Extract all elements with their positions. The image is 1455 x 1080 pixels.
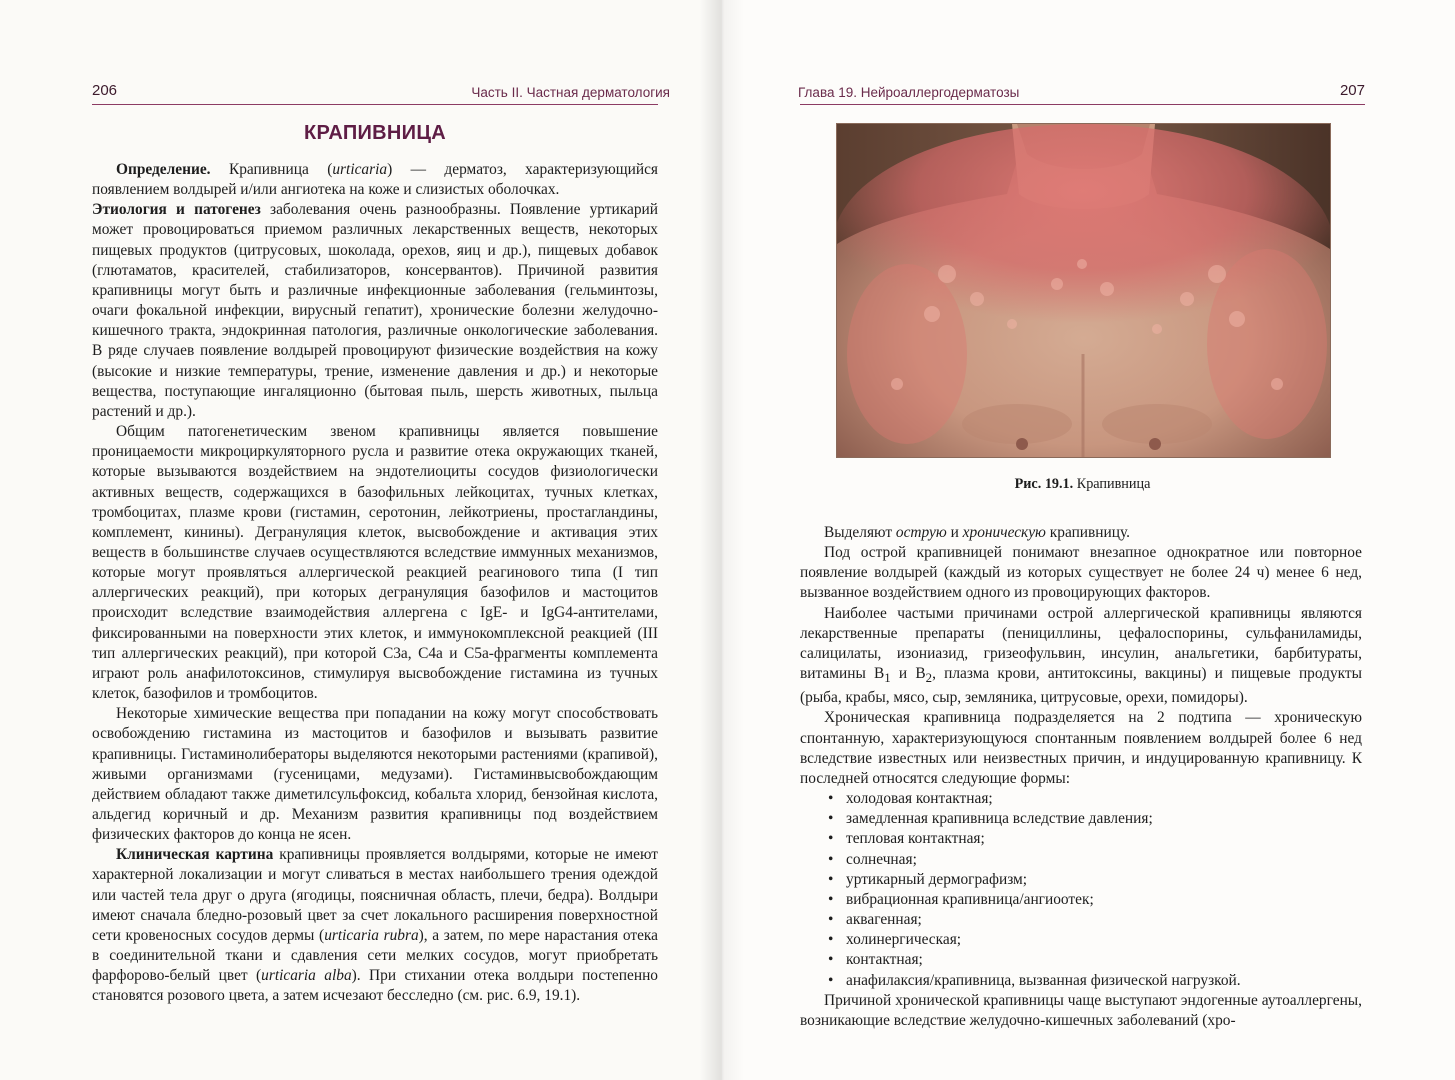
etiology-label: Этиология и патогенез	[92, 201, 261, 219]
running-head-title-right: Глава 19. Нейроаллергодерматозы	[798, 85, 1020, 100]
etiology-text: заболевания очень разнообразны. Появление уртикарий может провоцироваться приемом различных лекарственных веществ, некоторых пищевых продуктов (цитрусовых, шоколада, орехов, яиц и др.), пищевых добавок (глютаматов, красителей, стабилизаторов, консервантов). Причиной развития крапивницы могут быть и различные инфекционные заболевания (гельминтозы, очаги фокальной инфекции, вирусный гепатит), хронические болезни желудочно-кишечного тракта, эндокринная патология, различные онкологические заболевания. В ряде случаев появление волдырей провоцируют физические воздействия на кожу (высокие и низкие температуры, трение, изменение давления и др.) и некоторые вещества, поступающие ингаляционно (бытовая пыль, шерсть животных, пыльца растений и др.).	[92, 201, 658, 420]
definition-text-2: ) — дерматоз, характеризующийся появлением волдырей и/или ангиотека на коже и слизистых оболочках.	[92, 161, 658, 199]
right-text-column	[800, 523, 1362, 1031]
list-item-text: холинергическая;	[846, 931, 962, 949]
clinical-paragraph	[92, 845, 658, 1006]
list-item-text: контактная;	[846, 951, 923, 969]
list-item-text: вибрационная крапивница/ангиоотек;	[846, 890, 1094, 908]
list-item	[800, 930, 1362, 950]
bullet-icon: •	[828, 951, 834, 969]
clinical-latin-2: urticaria alba	[261, 967, 352, 985]
types-chronic: хроническую	[962, 524, 1046, 541]
definition-latin: urticaria	[332, 161, 388, 178]
clinical-latin-1: urticaria rubra	[324, 926, 419, 944]
list-item	[800, 971, 1362, 991]
etiology-paragraph	[92, 200, 658, 422]
header-rule-right	[800, 104, 1365, 105]
list-item	[800, 950, 1362, 970]
left-running-head	[92, 80, 670, 106]
urticaria-forms-list	[800, 789, 1362, 991]
definition-text-1: Крапивница (	[210, 161, 333, 178]
types-text-b: и	[946, 524, 963, 541]
chemicals-paragraph: Некоторые химические вещества при попадании на кожу могут способствовать освобождению гистамина из мастоцитов и базофилов и вызывать развитие крапивницы. Гистаминолибераторы выделяются некоторыми растениями (крапивой), живыми организмами (гусеницами, медузами). Гистаминвысвобождающим действием обладают также диметилсульфоксид, кобальта хлорид, бензойная кислота, альдегид коричный и др. Механизм развития крапивницы под воздействием физических факторов до конца не ясен.	[92, 705, 658, 844]
running-head-title-left: Часть II. Частная дерматология	[471, 85, 670, 100]
list-item	[800, 789, 1362, 809]
photo-illustration	[837, 124, 1330, 457]
causes-paragraph	[800, 604, 1362, 709]
definition-label: Определение.	[116, 161, 211, 178]
list-item	[800, 809, 1362, 829]
chronic-paragraph: Хроническая крапивница подразделяется на 2 подтипа — хроническую спонтанную, характеризующуюся спонтанным появлением волдырей более 6 нед вследствие известных или неизвестных причин, и индуцированную крапивницу. К последней относятся следующие формы:	[800, 709, 1362, 787]
causes-text-b: и B	[890, 665, 926, 683]
header-rule-left	[92, 104, 658, 105]
bullet-icon: •	[828, 911, 834, 929]
list-item-text: аквагенная;	[846, 911, 922, 929]
list-item	[800, 829, 1362, 849]
page-number-right: 207	[1339, 82, 1365, 99]
page-number-left: 206	[92, 82, 118, 99]
definition-paragraph	[92, 160, 658, 200]
types-acute: острую	[895, 524, 947, 541]
clinical-text-1: крапивницы проявляется волдырями, которые не имеют характерной локализации и могут сливаться в местах наибольшего трения одеждой или частей тела друг о друга (ягодицы, поясничная область, плечи, бедра). Волдыри имеют сначала бледно-розовый цвет за счет локального расширения поверхностной сети кровеносных сосудов дермы (	[92, 846, 659, 944]
list-item-text: солнечная;	[846, 850, 917, 868]
clinical-label: Клиническая картина	[116, 846, 274, 864]
causes-text-c: , плазма крови, антитоксины, вакцины) и пищевые продукты (рыба, крабы, мясо, сыр, земляника, цитрусовые, орехи, помидоры).	[800, 665, 1362, 707]
bullet-icon: •	[828, 830, 834, 848]
types-text-a: Выделяют	[824, 524, 896, 541]
right-running-head	[800, 80, 1365, 106]
bullet-icon: •	[828, 931, 834, 949]
list-item	[800, 870, 1362, 890]
causes-text-a: Наиболее частыми причинами острой аллергической крапивницы являются лекарственные препараты (пенициллины, цефалоспорины, сульфаниламиды, салицилаты, изониазид, гризеофульвин, инсулин, анальгетики, барбитураты, витамины B	[800, 604, 1362, 683]
list-item-text: замедленная крапивница вследствие давления;	[846, 810, 1153, 828]
causes-sub-2: 2	[925, 671, 933, 686]
autoallergens-paragraph: Причиной хронической крапивницы чаще выступают эндогенные аутоаллергены, возникающие вследствие желудочно-кишечных заболеваний (хро-	[800, 991, 1362, 1029]
bullet-icon: •	[828, 850, 834, 868]
list-item	[800, 890, 1362, 910]
list-item-text: тепловая контактная;	[846, 830, 985, 848]
acute-paragraph: Под острой крапивницей понимают внезапное однократное или повторное появление волдырей (каждый из которых существует не более 24 ч) менее 6 нед, вызванное воздействием одного из провоцирующих факторов.	[800, 544, 1362, 602]
clinical-text-2: ), а затем, по мере нарастания отека в соединительной ткани и сдавления сети мелких сосудов, могут приобретать фарфорово-белый цвет (	[92, 926, 659, 985]
caption-label: Рис. 19.1.	[1014, 476, 1074, 492]
types-text-c: крапивницу.	[1045, 524, 1131, 541]
chapter-heading: КРАПИВНИЦА	[303, 122, 447, 144]
caption-text: Крапивница	[1073, 476, 1151, 492]
urticaria-chest-photo	[836, 123, 1331, 458]
list-item-text: холодовая контактная;	[846, 790, 993, 808]
clinical-text-3: ). При стихании отека волдыри постепенно становятся розового цвета, а затем исчезают бесследно (см. рис. 6.9, 19.1).	[92, 967, 659, 1005]
figure-caption	[836, 476, 1329, 493]
list-item-text: анафилаксия/крапивница, вызванная физической нагрузкой.	[846, 971, 1241, 989]
bullet-icon: •	[828, 870, 834, 888]
bullet-icon: •	[828, 971, 834, 989]
bullet-icon: •	[828, 810, 834, 828]
list-item-text: уртикарный дермографизм;	[846, 870, 1028, 888]
causes-sub-1: 1	[884, 671, 891, 686]
pathogenesis-paragraph: Общим патогенетическим звеном крапивницы является повышение проницаемости микроциркуляторного русла и развитие отека окружающих тканей, которые вызываются воздействием на эндотелиоциты сосудов физиологически активных веществ, содержащихся в базофильных лейкоцитах, тучных клетках, тромбоцитах, плазме крови (гистамин, серотонин, лейкотриены, простагландины, комплемент, кинины). Дегрануляция клеток, высвобождение и активация этих веществ в большинстве случаев осуществляются вследствие иммунных механизмов, которые могут проявляться аллергической реакцией реагинового типа (I тип аллергических реакций), при которых дегрануляция базофилов и мастоцитов происходит вследствие взаимодействия аллергена с IgE- и IgG4-антителами, фиксированными на поверхности этих клеток, и иммунокомплексной реакцией (III тип аллергических реакций), при которой C3a, C4a и C5a-фрагменты комплемента играют роль анафилотоксинов, стимулируя высвобождение гистамина из тучных клеток, базофилов и тромбоцитов.	[92, 423, 658, 703]
list-item	[800, 910, 1362, 930]
bullet-icon: •	[828, 890, 834, 908]
list-item	[800, 850, 1362, 870]
left-text-column	[92, 160, 658, 1007]
bullet-icon: •	[828, 790, 834, 808]
types-paragraph	[800, 523, 1362, 543]
